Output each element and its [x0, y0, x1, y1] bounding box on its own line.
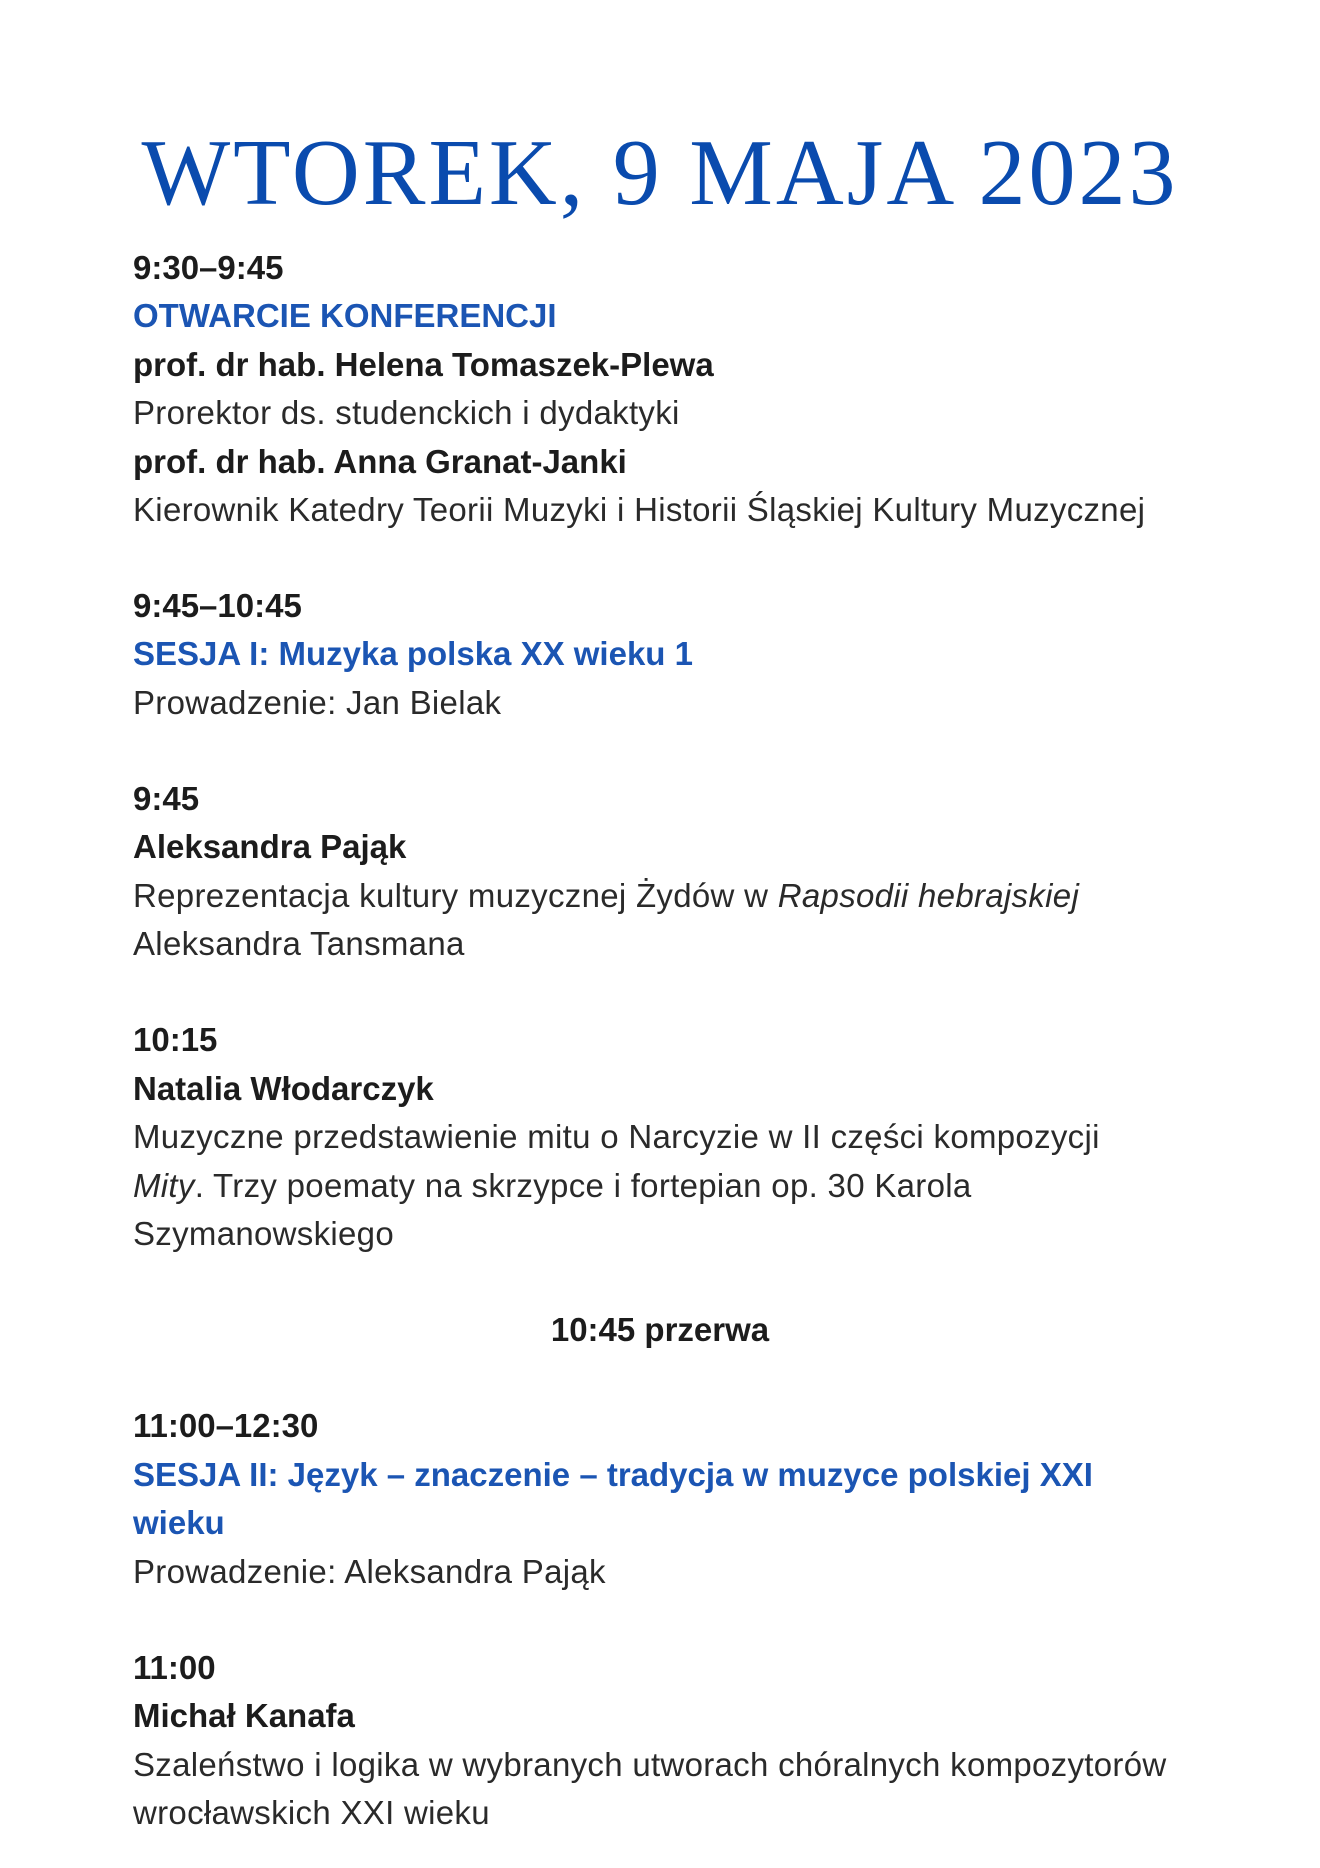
talk2-title-line1: Muzyczne przedstawienie mitu o Narcyzie w II części kompozycji: [133, 1118, 1100, 1155]
talk2-title-line3: Szymanowskiego: [133, 1215, 394, 1252]
talk2-speaker: Natalia Włodarczyk: [133, 1070, 434, 1107]
session2-chair: Prowadzenie: Aleksandra Pająk: [133, 1553, 606, 1590]
opening-time: 9:30–9:45: [133, 249, 284, 286]
talk1-speaker: Aleksandra Pająk: [133, 828, 407, 865]
session2-title-line2: wieku: [133, 1504, 225, 1541]
session1-title: SESJA I: Muzyka polska XX wieku 1: [133, 635, 693, 672]
opening-role-1: Prorektor ds. studenckich i dydaktyki: [133, 394, 680, 431]
opening-speaker-2: prof. dr hab. Anna Granat-Janki: [133, 443, 627, 480]
talk1-title-italic: Rapsodii hebrajskiej: [777, 877, 1080, 914]
talk2-title-italic: Mity: [133, 1167, 195, 1204]
page-title: WTOREK, 9 MAJA 2023: [141, 121, 1179, 225]
opening-role-2: Kierownik Katedry Teorii Muzyki i Historii Śląskiej Kultury Muzycznej: [133, 491, 1146, 528]
talk1-time: 9:45: [133, 780, 200, 817]
talk3-title-line1: Szaleństwo i logika w wybranych utworach chóralnych kompozytorów: [133, 1746, 1167, 1783]
opening-session-title: OTWARCIE KONFERENCJI: [133, 297, 557, 334]
session2-title-line1: SESJA II: Język – znaczenie – tradycja w muzyce polskiej XXI: [133, 1456, 1093, 1493]
session1-time: 9:45–10:45: [133, 587, 302, 624]
session2-time: 11:00–12:30: [133, 1407, 319, 1444]
talk2-title-text: . Trzy poematy na skrzypce i fortepian op. 30 Karola: [194, 1167, 972, 1204]
talk3-title-line2: wrocławskich XXI wieku: [133, 1794, 490, 1831]
talk3-time: 11:00: [133, 1649, 216, 1686]
opening-speaker-1: prof. dr hab. Helena Tomaszek-Plewa: [133, 346, 714, 383]
talk1-title-line2: Aleksandra Tansmana: [133, 925, 465, 962]
talk3-speaker: Michał Kanafa: [133, 1697, 355, 1734]
break-label: 10:45 przerwa: [550, 1311, 770, 1348]
talk1-title-text: Reprezentacja kultury muzycznej Żydów w: [133, 877, 778, 914]
talk2-title-line2: [133, 1166, 972, 1206]
talk1-title-line1: [133, 876, 1079, 916]
session1-chair: Prowadzenie: Jan Bielak: [133, 684, 502, 721]
talk2-time: 10:15: [133, 1021, 218, 1058]
